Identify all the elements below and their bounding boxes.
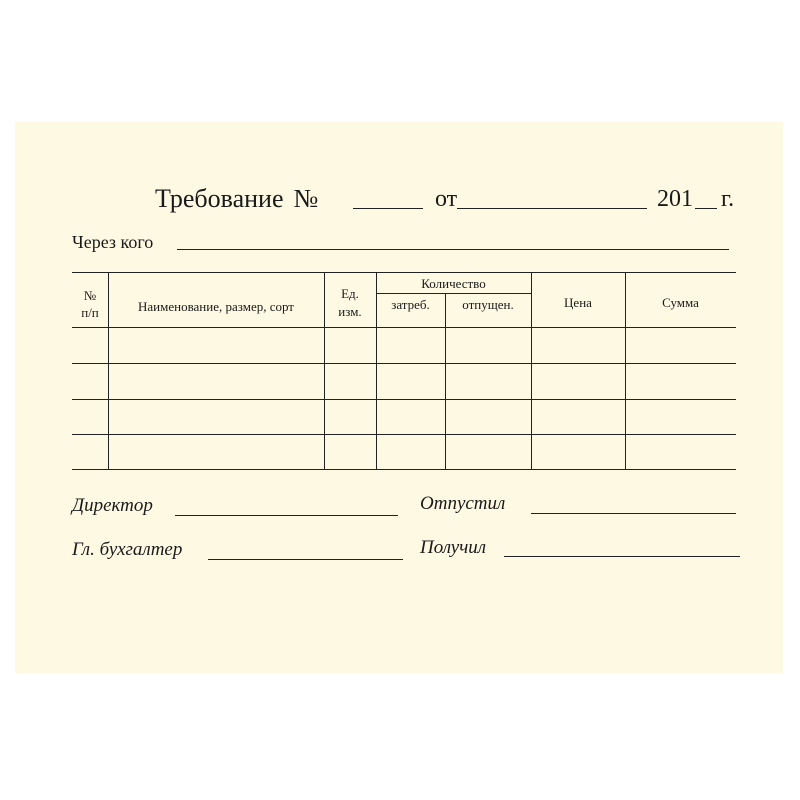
- year-field[interactable]: [695, 208, 717, 209]
- received-by-signature-field[interactable]: [504, 556, 740, 557]
- header-sum: Сумма: [662, 295, 699, 310]
- date-prefix: от: [435, 186, 458, 212]
- director-label: Директор: [72, 495, 153, 516]
- number-sign: №: [293, 184, 319, 213]
- header-quantity: Количество: [421, 276, 486, 291]
- header-unit-top: Ед.: [341, 286, 359, 301]
- received-by-label: Получил: [420, 537, 487, 558]
- header-name: Наименование, размер, сорт: [138, 299, 294, 314]
- header-quantity-requested: затреб.: [391, 297, 430, 312]
- date-field[interactable]: [457, 208, 647, 209]
- released-by-signature-field[interactable]: [531, 513, 736, 514]
- chief-accountant-label: Гл. бухгалтер: [72, 539, 183, 560]
- director-signature-field[interactable]: [175, 515, 398, 516]
- released-by-label: Отпустил: [420, 493, 506, 514]
- row-divider-2: [72, 399, 736, 400]
- header-quantity-released: отпущен.: [462, 297, 514, 312]
- form-title: [155, 182, 318, 216]
- row-divider-3: [72, 434, 736, 435]
- table-top-border: [72, 272, 736, 273]
- title-word: Требование: [155, 184, 284, 213]
- year-prefix: 201: [657, 186, 693, 212]
- year-suffix: г.: [721, 186, 735, 212]
- form-title-row: [15, 182, 783, 216]
- table-bottom-border: [72, 469, 736, 470]
- header-row-num-bottom: п/п: [81, 305, 99, 320]
- requisition-form: [15, 122, 783, 673]
- chief-accountant-signature-field[interactable]: [208, 559, 403, 560]
- col-divider-4: [445, 293, 446, 469]
- through-whom-label: Через кого: [72, 232, 154, 252]
- through-whom-field[interactable]: [177, 249, 729, 250]
- header-price: Цена: [564, 295, 592, 310]
- number-field[interactable]: [353, 208, 423, 209]
- quantity-divider: [376, 293, 531, 294]
- row-divider-1: [72, 363, 736, 364]
- header-unit-bottom: изм.: [338, 304, 362, 319]
- header-bottom-border: [72, 327, 736, 328]
- header-row-num-top: №: [83, 288, 97, 303]
